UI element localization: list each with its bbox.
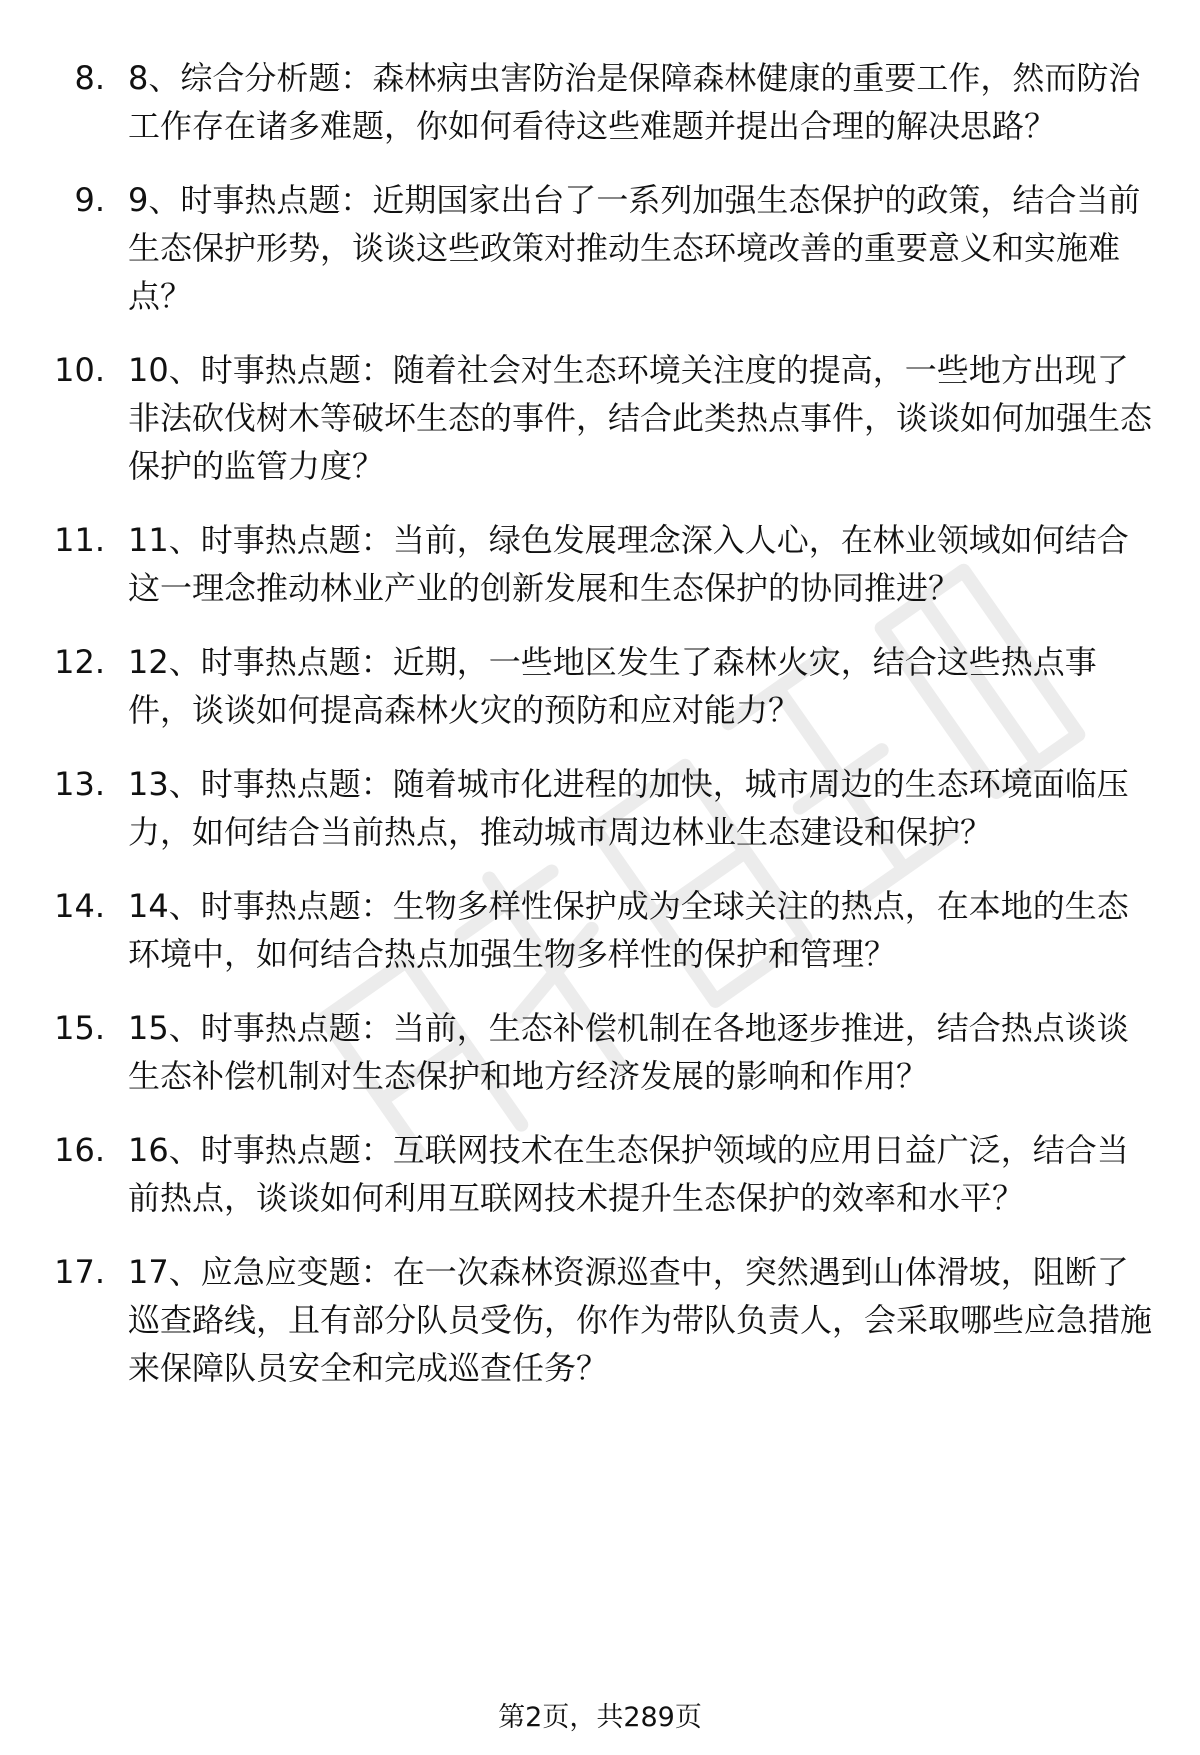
list-item-text: 17、应急应变题：在一次森林资源巡查中，突然遇到山体滑坡，阻断了巡查路线，且有部分队员受伤，你作为带队负责人，会采取哪些应急措施来保障队员安全和完成巡查任务？ <box>128 1253 1153 1387</box>
list-item-number: 10. <box>54 351 105 389</box>
list-item-number: 9. <box>74 181 105 219</box>
page-number-label: 第2页，共289页 <box>498 1702 702 1733</box>
list-item-text: 14、时事热点题：生物多样性保护成为全球关注的热点，在本地的生态环境中，如何结合热点加强生物多样性的保护和管理？ <box>128 887 1129 973</box>
list-item <box>0 516 1200 612</box>
list-item-text: 13、时事热点题：随着城市化进程的加快，城市周边的生态环境面临压力，如何结合当前热点，推动城市周边林业生态建设和保护？ <box>128 765 1129 851</box>
list-item-number: 16. <box>54 1131 105 1169</box>
list-item-number: 12. <box>54 643 105 681</box>
list-item <box>0 638 1200 734</box>
question-list <box>0 54 1200 1392</box>
question-list-container <box>0 54 1200 1418</box>
list-item-number: 17. <box>54 1253 105 1291</box>
list-item-number: 13. <box>54 765 105 803</box>
list-item <box>0 882 1200 978</box>
list-item-text: 11、时事热点题：当前，绿色发展理念深入人心，在林业领域如何结合这一理念推动林业产业的创新发展和生态保护的协同推进？ <box>128 521 1129 607</box>
list-item <box>0 760 1200 856</box>
list-item-text: 12、时事热点题：近期，一些地区发生了森林火灾，结合这些热点事件，谈谈如何提高森林火灾的预防和应对能力？ <box>128 643 1097 729</box>
list-item <box>0 346 1200 490</box>
list-item <box>0 54 1200 150</box>
list-item <box>0 1126 1200 1222</box>
list-item-text: 8、综合分析题：森林病虫害防治是保障森林健康的重要工作，然而防治工作存在诸多难题，你如何看待这些难题并提出合理的解决思路？ <box>128 59 1141 145</box>
list-item <box>0 1004 1200 1100</box>
page-footer <box>0 1700 1200 1736</box>
list-item-text: 10、时事热点题：随着社会对生态环境关注度的提高，一些地方出现了非法砍伐树木等破坏生态的事件，结合此类热点事件，谈谈如何加强生态保护的监管力度？ <box>128 351 1153 485</box>
list-item-text: 15、时事热点题：当前，生态补偿机制在各地逐步推进，结合热点谈谈生态补偿机制对生态保护和地方经济发展的影响和作用？ <box>128 1009 1129 1095</box>
list-item-number: 15. <box>54 1009 105 1047</box>
list-item-number: 11. <box>54 521 105 559</box>
list-item-text: 9、时事热点题：近期国家出台了一系列加强生态保护的政策，结合当前生态保护形势，谈谈这些政策对推动生态环境改善的重要意义和实施难点？ <box>128 181 1141 315</box>
list-item <box>0 1248 1200 1392</box>
list-item-number: 14. <box>54 887 105 925</box>
list-item-text: 16、时事热点题：互联网技术在生态保护领域的应用日益广泛，结合当前热点，谈谈如何利用互联网技术提升生态保护的效率和水平？ <box>128 1131 1129 1217</box>
list-item <box>0 176 1200 320</box>
list-item-number: 8. <box>74 59 105 97</box>
